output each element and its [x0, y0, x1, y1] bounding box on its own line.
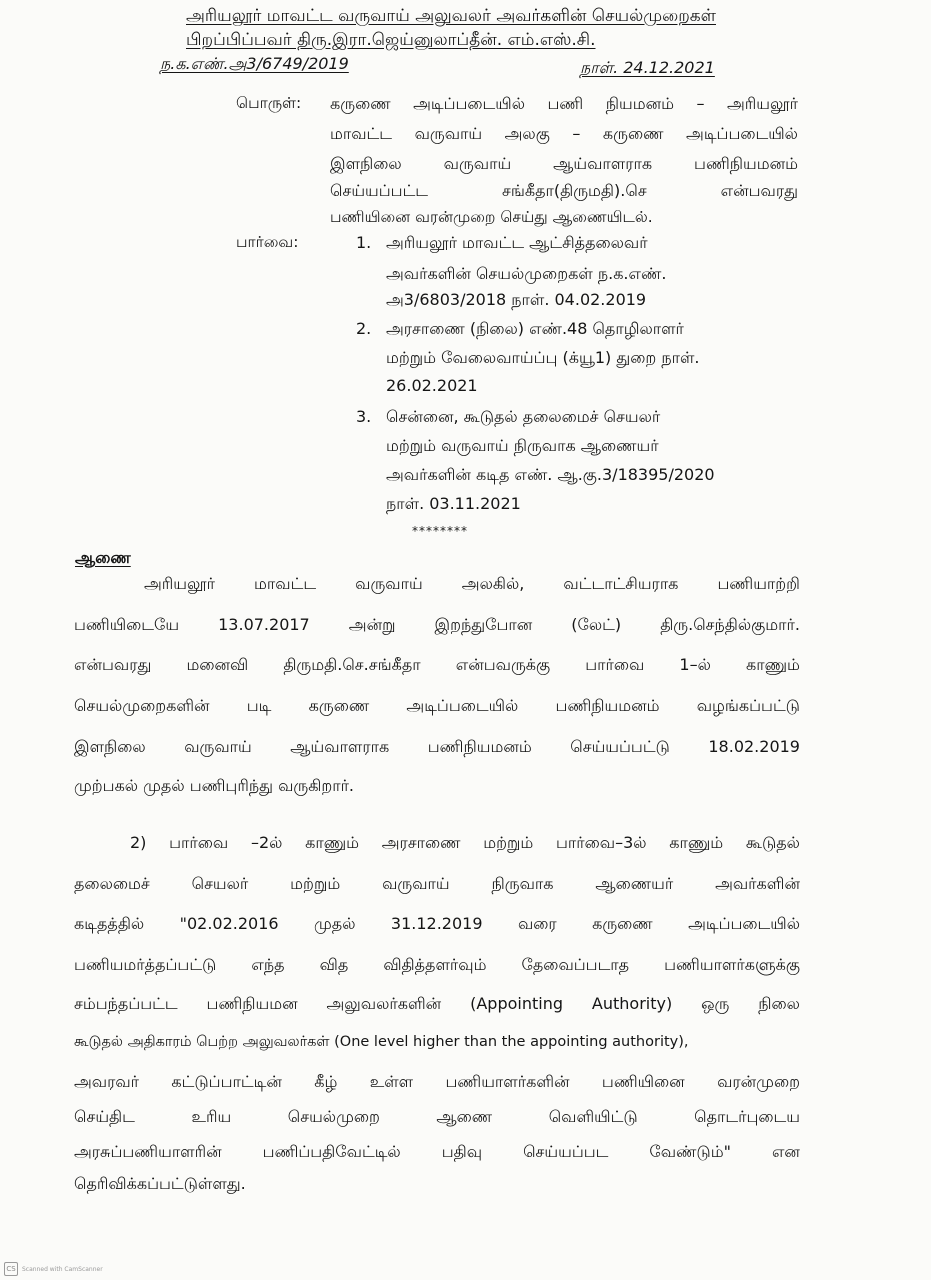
subject-line-3	[330, 154, 798, 175]
word: பணியிடையே	[74, 615, 180, 634]
word: பணிநியமன	[206, 994, 298, 1013]
word: அடிப்படையில்	[686, 124, 798, 143]
word: வழங்கப்பட்டு	[696, 696, 800, 715]
word: வரை	[517, 914, 557, 933]
word: மாவட்ட	[330, 124, 393, 143]
reference-2-line-3: 26.02.2021	[386, 376, 478, 395]
word: பார்வை	[585, 655, 645, 674]
para2-line-5	[74, 994, 800, 1015]
word: வித	[319, 955, 349, 974]
word: கருணை	[308, 696, 370, 715]
word: கட்டுப்பாட்டின்	[171, 1072, 282, 1091]
word: பணிநியமனம்	[427, 737, 532, 756]
para1-line-6: முற்பகல் முதல் பணிபுரிந்து வருகிறார்.	[74, 776, 355, 795]
word: அரசுப்பணியாளரின்	[74, 1142, 222, 1161]
word: காணும்	[305, 833, 360, 852]
word: 1–ல்	[679, 655, 711, 674]
order-heading: ஆணை	[75, 548, 131, 567]
separator-stars: ********	[412, 524, 468, 538]
word: ஆணை	[436, 1107, 493, 1126]
word: (லேட்)	[571, 615, 622, 634]
word: கீழ்	[314, 1072, 338, 1091]
subject-line-5: பணியினை வரன்முறை செய்து ஆணையிடல்.	[330, 208, 653, 226]
word: நியமனம்	[605, 94, 674, 113]
reference-2-line-1: அரசாணை (நிலை) எண்.48 தொழிலாளர்	[386, 319, 684, 338]
para1-line-3	[74, 655, 800, 676]
word: திருமதி.செ.சங்கீதா	[283, 655, 421, 674]
word: அவரவர்	[74, 1072, 140, 1091]
word: தலைமைச்	[74, 874, 150, 893]
word: பணியாளர்களுக்கு	[664, 955, 800, 974]
para2-line-8	[74, 1107, 800, 1128]
word: –	[572, 124, 581, 143]
para2-line-3	[74, 914, 800, 935]
word: அவர்களின்	[715, 874, 800, 893]
reference-1-number: 1.	[356, 233, 372, 252]
word: கருணை	[330, 94, 391, 113]
word: சம்பந்தப்பட்ட	[74, 994, 178, 1013]
word: செய்யப்பட	[523, 1142, 609, 1161]
word: செய்திட	[74, 1107, 135, 1126]
word: பணிநியமனம்	[555, 696, 660, 715]
word: ஆய்வாளராக	[553, 154, 653, 173]
word: பதிவு	[441, 1142, 483, 1161]
word: ஆணையர்	[595, 874, 674, 893]
reference-2-line-2: மற்றும் வேலைவாய்ப்பு (க்யூ1) துறை நாள்.	[386, 348, 700, 367]
word: வட்டாட்சியராக	[563, 574, 679, 593]
word: பணிநியமனம்	[694, 154, 798, 173]
word: தொடர்புடைய	[694, 1107, 800, 1126]
para2-line-9	[74, 1142, 800, 1163]
word: பார்வை–3ல்	[555, 833, 647, 852]
word: தேவைப்படாத	[521, 955, 630, 974]
reference-1-line-3: அ3/6803/2018 நாள். 04.02.2019	[386, 290, 647, 309]
scanner-mark-text: Scanned with CamScanner	[22, 1265, 103, 1273]
reference-1-line-1: அரியலூர் மாவட்ட ஆட்சித்தலைவர்	[386, 233, 648, 252]
para1-line-5	[74, 737, 800, 758]
word: வருவாய்	[184, 737, 252, 756]
word: அடிப்படையில்	[406, 696, 519, 715]
word: செய்யப்பட்ட	[330, 181, 429, 200]
word: பணியாற்றி	[717, 574, 800, 593]
document-title: அரியலூர் மாவட்ட வருவாய் அலுவலர் அவர்களின் செயல்முறைகள்	[186, 6, 716, 26]
word: மனைவி	[186, 655, 249, 674]
para2-line-4	[74, 955, 800, 976]
word: அலகில்,	[461, 574, 525, 593]
word: அரசாணை	[381, 833, 461, 852]
word: விதித்தளர்வும்	[383, 955, 487, 974]
subject-line-4	[330, 181, 798, 202]
word: என	[771, 1142, 800, 1161]
word: பணியாளர்களின்	[445, 1072, 570, 1091]
word: நிருவாக	[491, 874, 554, 893]
word: 31.12.2019	[390, 914, 483, 933]
word: வருவாய்	[355, 574, 423, 593]
word: காணும்	[746, 655, 800, 674]
reference-number: ந.க.எண்.அ3/6749/2019	[160, 54, 349, 73]
word: "02.02.2016	[179, 914, 279, 933]
word: Authority)	[591, 994, 673, 1013]
word: (Appointing	[470, 994, 563, 1013]
word: பணி	[547, 94, 584, 113]
word: அன்று	[348, 615, 396, 634]
reference-3-line-1: சென்னை, கூடுதல் தலைமைச் செயலர்	[386, 407, 661, 426]
word: வெளியிட்டு	[548, 1107, 638, 1126]
word: ஆய்வாளராக	[290, 737, 390, 756]
word: என்பவரது	[74, 655, 152, 674]
word: அடிப்படையில்	[688, 914, 800, 933]
subject-line-2	[330, 124, 798, 145]
word: என்பவரது	[720, 181, 798, 200]
word: கருணை	[602, 124, 664, 143]
word: பணியினை	[601, 1072, 685, 1091]
para1-line-2	[74, 615, 800, 636]
word: அரியலூர்	[726, 94, 798, 113]
word: செயல்முறை	[287, 1107, 380, 1126]
para1-line-4	[74, 696, 800, 717]
word: செயலர்	[191, 874, 249, 893]
word: செய்யப்பட்டு	[570, 737, 670, 756]
word: முதல்	[314, 914, 356, 933]
word: 2)	[130, 833, 147, 852]
word: அடிப்படையில்	[413, 94, 525, 113]
word: வருவாய்	[414, 124, 483, 143]
word: வருவாய்	[382, 874, 450, 893]
word: 13.07.2017	[218, 615, 310, 634]
para2-line-2	[74, 874, 800, 895]
para1-line-1	[144, 574, 800, 595]
word: உரிய	[191, 1107, 232, 1126]
word: ஒரு	[701, 994, 730, 1013]
para2-line-6: கூடுதல் அதிகாரம் பெற்ற அலுவலர்கள் (One level higher than the appointing authority),	[74, 1034, 689, 1050]
word: இளநிலை	[330, 154, 402, 173]
order-date: நாள். 24.12.2021	[580, 58, 715, 77]
para2-line-7	[74, 1072, 800, 1093]
subject-label: பொருள்:	[236, 94, 302, 112]
para2-line-10: தெரிவிக்கப்பட்டுள்ளது.	[74, 1174, 246, 1193]
reference-3-line-2: மற்றும் வருவாய் நிருவாக ஆணையர்	[386, 436, 659, 455]
reference-1-line-2: அவர்களின் செயல்முறைகள் ந.க.எண்.	[386, 264, 667, 283]
reference-2-number: 2.	[356, 319, 372, 338]
word: பார்வை	[169, 833, 229, 852]
word: செயல்முறைகளின்	[74, 696, 210, 715]
para2-line-1	[130, 833, 800, 854]
word: படி	[246, 696, 272, 715]
word: –	[696, 94, 705, 113]
word: பணியமர்த்தப்பட்டு	[74, 955, 217, 974]
word: கருணை	[592, 914, 653, 933]
word: அலகு	[504, 124, 550, 143]
word: இறந்துபோன	[434, 615, 533, 634]
word: அலுவலர்களின்	[326, 994, 442, 1013]
issuer-line: பிறப்பிப்பவர் திரு.இரா.ஜெய்னுலாப்தீன். எம்.எஸ்.சி.	[186, 30, 596, 50]
word: வருவாய்	[443, 154, 512, 173]
word: –2ல்	[250, 833, 283, 852]
word: மாவட்ட	[254, 574, 317, 593]
word: கடிதத்தில்	[74, 914, 145, 933]
word: என்பவருக்கு	[455, 655, 551, 674]
word: வேண்டும்"	[649, 1142, 731, 1161]
reference-3-line-3: அவர்களின் கடித எண். ஆ.கு.3/18395/2020	[386, 465, 715, 484]
word: உள்ள	[369, 1072, 414, 1091]
word: அரியலூர்	[144, 574, 215, 593]
scanner-watermark	[4, 1262, 103, 1276]
word: கூடுதல்	[745, 833, 800, 852]
word: சங்கீதா(திருமதி).செ	[501, 181, 647, 200]
word: இளநிலை	[74, 737, 146, 756]
word: வரன்முறை	[717, 1072, 800, 1091]
reference-3-line-4: நாள். 03.11.2021	[386, 494, 521, 513]
subject-line-1	[330, 94, 798, 115]
word: காணும்	[669, 833, 724, 852]
reference-3-number: 3.	[356, 407, 372, 426]
word: எந்த	[251, 955, 285, 974]
word: திரு.செந்தில்குமார்.	[660, 615, 800, 634]
references-label: பார்வை:	[236, 233, 299, 251]
word: பணிப்பதிவேட்டில்	[262, 1142, 401, 1161]
word: மற்றும்	[290, 874, 341, 893]
word: நிலை	[758, 994, 800, 1013]
word: மற்றும்	[483, 833, 534, 852]
word: 18.02.2019	[708, 737, 800, 756]
camscanner-logo-icon: CS	[4, 1262, 18, 1276]
